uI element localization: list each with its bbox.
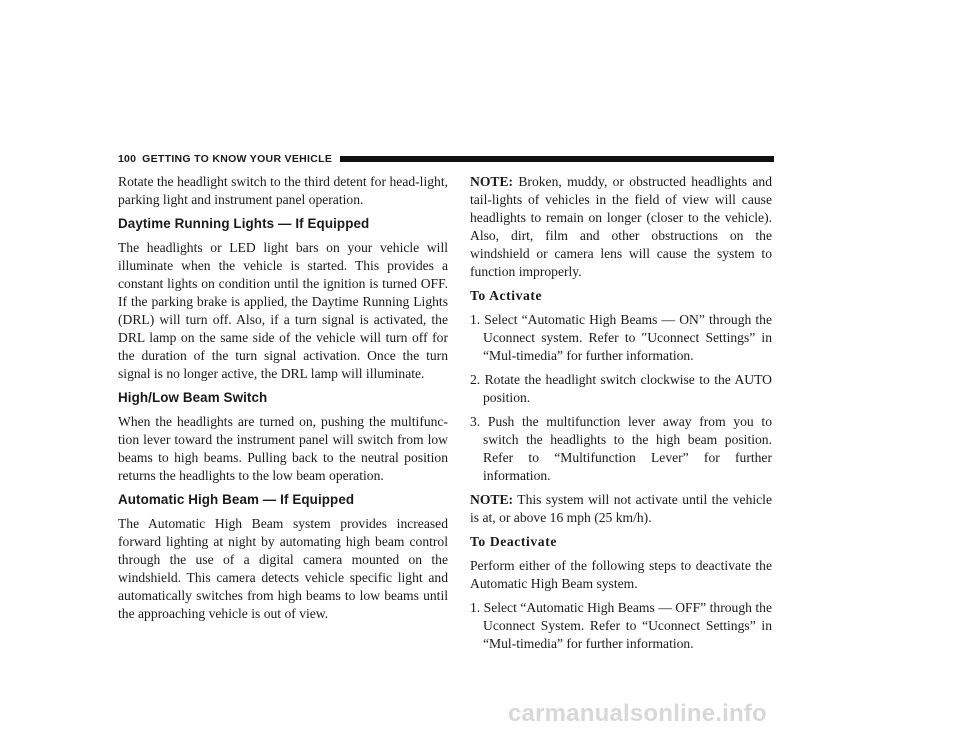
speed-note-paragraph: [470, 491, 772, 527]
section-title: GETTING TO KNOW YOUR VEHICLE: [142, 153, 333, 165]
intro-paragraph: Rotate the headlight switch to the third detent for head-light, parking light and instrument panel operation.: [118, 174, 448, 207]
drl-heading: Daytime Running Lights — If Equipped: [118, 216, 370, 231]
activate-steps: [470, 311, 772, 485]
deactivate-intro: Perform either of the following steps to deactivate the Automatic High Beam system.: [470, 558, 772, 591]
activate-heading: To Activate: [470, 288, 543, 303]
note-text: Broken, muddy, or obstructed headlights and tail-lights of vehicles in the field of view will cause headlights to remain on longer (closer to the vehicle). Also, dirt, film and other obstructions on the windshield or camera lens will cause the system to function improperly.: [470, 174, 772, 279]
header-rule: [340, 156, 774, 162]
left-column: [118, 173, 448, 629]
activate-step: 1. Select “Automatic High Beams — ON” through the Uconnect system. Refer to ″Uconnect Settings” in “Mul-timedia” for further information.: [470, 312, 772, 363]
right-column: [470, 173, 772, 659]
page-number: 100: [118, 153, 137, 165]
deactivate-step: 1. Select “Automatic High Beams — OFF” through the Uconnect System. Refer to “Uconnect Settings” in “Mul-timedia” for further information.: [470, 600, 772, 651]
activate-step: 2. Rotate the headlight switch clockwise to the AUTO position.: [470, 372, 772, 405]
high-low-paragraph: When the headlights are turned on, pushing the multifunc-tion lever toward the instrument panel will switch from low beams to high beams. Pulling back to the neutral position returns the headlights to the low beam operation.: [118, 414, 448, 483]
note-paragraph: [470, 173, 772, 281]
note-label: NOTE:: [470, 492, 514, 507]
deactivate-steps: [470, 599, 772, 653]
deactivate-heading: To Deactivate: [470, 534, 557, 549]
auto-high-beam-paragraph: The Automatic High Beam system provides increased forward lighting at night by automating high beam control through the use of a digital camera mounted on the windshield. This camera detects vehicle specific light and automatically switches from high beams to low beams until the approaching vehicle is out of view.: [118, 516, 448, 621]
note-label: NOTE:: [470, 174, 514, 189]
activate-step: 3. Push the multifunction lever away from you to switch the headlights to the high beam position. Refer to “Multifunction Lever” for further information.: [470, 414, 772, 483]
watermark: carmanualsonline.info: [508, 700, 767, 727]
note-text: This system will not activate until the vehicle is at, or above 16 mph (25 km/h).: [470, 492, 772, 525]
drl-paragraph: The headlights or LED light bars on your vehicle will illuminate when the vehicle is started. This provides a constant lights on condition until the ignition is turned OFF. If the parking brake is applied, the Daytime Running Lights (DRL) will turn off. Also, if a turn signal is activated, the DRL lamp on the same side of the vehicle will turn off for the duration of the turn signal activation. Once the turn signal is no longer active, the DRL lamp will illuminate.: [118, 240, 448, 381]
high-low-heading: High/Low Beam Switch: [118, 390, 268, 405]
auto-high-beam-heading: Automatic High Beam — If Equipped: [118, 492, 355, 507]
page-header: [118, 152, 774, 166]
